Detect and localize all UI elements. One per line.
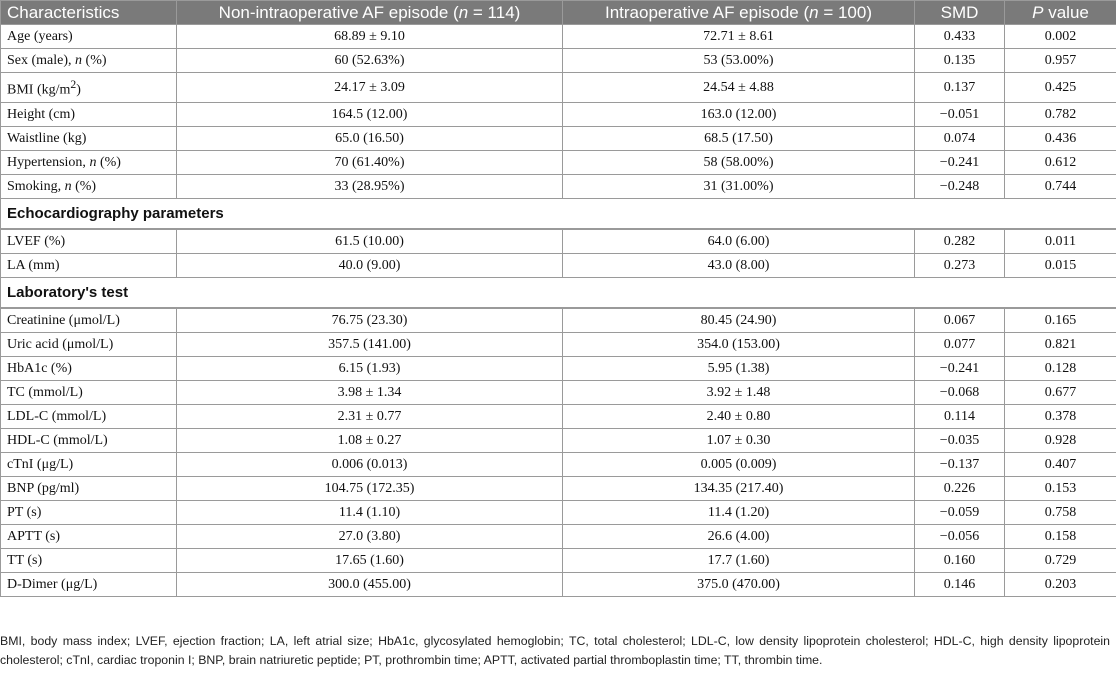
section-title: Laboratory's test (1, 277, 1116, 308)
non-intraoperative-value: 300.0 (455.00) (177, 572, 563, 596)
row-label: PT (s) (1, 500, 177, 524)
intraoperative-value: 53 (53.00%) (563, 49, 915, 73)
smd-value: −0.035 (915, 428, 1005, 452)
p-value: 0.128 (1005, 356, 1116, 380)
non-intraoperative-value: 357.5 (141.00) (177, 332, 563, 356)
p-value: 0.153 (1005, 476, 1116, 500)
table-row (1, 229, 1116, 254)
table-row (1, 380, 1116, 404)
intraoperative-value: 2.40 ± 0.80 (563, 404, 915, 428)
non-intraoperative-value: 61.5 (10.00) (177, 229, 563, 254)
table-header (1, 1, 1116, 25)
intraoperative-value: 1.07 ± 0.30 (563, 428, 915, 452)
row-label: BMI $(kg/m^2)$ (1, 73, 177, 103)
smd-value: −0.137 (915, 452, 1005, 476)
non-intraoperative-value: 2.31 ± 0.77 (177, 404, 563, 428)
row-label: APTT (s) (1, 524, 177, 548)
intraoperative-value: 26.6 (4.00) (563, 524, 915, 548)
row-label: LDL-C (mmol/L) (1, 404, 177, 428)
p-value: 0.957 (1005, 49, 1116, 73)
row-label: Sex (male), n (%) (1, 49, 177, 73)
row-label: LA (mm) (1, 253, 177, 277)
table-row (1, 332, 1116, 356)
row-label: Uric acid (μmol/L) (1, 332, 177, 356)
non-intraoperative-value: 0.006 (0.013) (177, 452, 563, 476)
intraoperative-value: 354.0 (153.00) (563, 332, 915, 356)
p-value: 0.015 (1005, 253, 1116, 277)
header-smd: SMD (915, 1, 1005, 25)
smd-value: −0.056 (915, 524, 1005, 548)
smd-value: −0.241 (915, 356, 1005, 380)
p-value: 0.165 (1005, 308, 1116, 333)
intraoperative-value: 0.005 (0.009) (563, 452, 915, 476)
row-label: Creatinine (μmol/L) (1, 308, 177, 333)
p-value: 0.677 (1005, 380, 1116, 404)
table-row (1, 308, 1116, 333)
table-row (1, 404, 1116, 428)
intraoperative-value: 80.45 (24.90) (563, 308, 915, 333)
p-value: 0.782 (1005, 102, 1116, 126)
table-row (1, 500, 1116, 524)
intraoperative-value: 31 (31.00%) (563, 174, 915, 198)
header-intraoperative: Intraoperative AF episode (n = 100) (563, 1, 915, 25)
intraoperative-value: 11.4 (1.20) (563, 500, 915, 524)
p-value: 0.821 (1005, 332, 1116, 356)
smd-value: −0.241 (915, 150, 1005, 174)
p-value: 0.758 (1005, 500, 1116, 524)
non-intraoperative-value: 70 (61.40%) (177, 150, 563, 174)
row-label: TC (mmol/L) (1, 380, 177, 404)
row-label: BNP (pg/ml) (1, 476, 177, 500)
non-intraoperative-value: 27.0 (3.80) (177, 524, 563, 548)
p-value: 0.002 (1005, 25, 1116, 49)
p-value: 0.378 (1005, 404, 1116, 428)
non-intraoperative-value: 65.0 (16.50) (177, 126, 563, 150)
smd-value: 0.146 (915, 572, 1005, 596)
smd-value: 0.226 (915, 476, 1005, 500)
non-intraoperative-value: 3.98 ± 1.34 (177, 380, 563, 404)
table-row (1, 126, 1116, 150)
row-label: Waistline (kg) (1, 126, 177, 150)
non-intraoperative-value: 68.89 ± 9.10 (177, 25, 563, 49)
table-row (1, 25, 1116, 49)
smd-value: −0.059 (915, 500, 1005, 524)
section-echocardiography (1, 198, 1116, 229)
table-footnote: BMI, body mass index; LVEF, ejection fraction; LA, left atrial size; HbA1c, glycosylated hemoglobin; TC, total cholesterol; LDL-C, low density lipoprotein cholesterol; HDL-C, high density lipoprotein cholesterol; cTnI, cardiac troponin I; BNP, brain natriuretic peptide; PT, prothrombin time; APTT, activated partial thromboplastin time; TT, thrombin time. (0, 634, 1110, 667)
p-value: 0.425 (1005, 73, 1116, 103)
intraoperative-value: 17.7 (1.60) (563, 548, 915, 572)
table-row (1, 452, 1116, 476)
row-label: Hypertension, n (%) (1, 150, 177, 174)
non-intraoperative-value: 76.75 (23.30) (177, 308, 563, 333)
non-intraoperative-value: 17.65 (1.60) (177, 548, 563, 572)
p-value: 0.158 (1005, 524, 1116, 548)
p-value: 0.203 (1005, 572, 1116, 596)
smd-value: 0.160 (915, 548, 1005, 572)
p-value: 0.612 (1005, 150, 1116, 174)
smd-value: 0.074 (915, 126, 1005, 150)
intraoperative-value: 58 (58.00%) (563, 150, 915, 174)
table-row (1, 73, 1116, 103)
p-value: 0.744 (1005, 174, 1116, 198)
intraoperative-value: 72.71 ± 8.61 (563, 25, 915, 49)
intraoperative-value: 134.35 (217.40) (563, 476, 915, 500)
intraoperative-value: 24.54 ± 4.88 (563, 73, 915, 103)
header-p-value: P value (1005, 1, 1116, 25)
p-value: 0.729 (1005, 548, 1116, 572)
non-intraoperative-value: 104.75 (172.35) (177, 476, 563, 500)
non-intraoperative-value: 164.5 (12.00) (177, 102, 563, 126)
non-intraoperative-value: 6.15 (1.93) (177, 356, 563, 380)
intraoperative-value: 375.0 (470.00) (563, 572, 915, 596)
table-row (1, 102, 1116, 126)
table-row (1, 253, 1116, 277)
row-label: TT (s) (1, 548, 177, 572)
intraoperative-value: 43.0 (8.00) (563, 253, 915, 277)
row-label: Height (cm) (1, 102, 177, 126)
header-row (1, 1, 1116, 25)
table-row (1, 150, 1116, 174)
row-label: D-Dimer (μg/L) (1, 572, 177, 596)
smd-value: 0.433 (915, 25, 1005, 49)
row-label: LVEF (%) (1, 229, 177, 254)
non-intraoperative-value: 33 (28.95%) (177, 174, 563, 198)
row-label: cTnI (μg/L) (1, 452, 177, 476)
table-row (1, 548, 1116, 572)
non-intraoperative-value: 1.08 ± 0.27 (177, 428, 563, 452)
section-laboratory (1, 277, 1116, 308)
non-intraoperative-value: 60 (52.63%) (177, 49, 563, 73)
non-intraoperative-value: 11.4 (1.10) (177, 500, 563, 524)
smd-value: 0.067 (915, 308, 1005, 333)
smd-value: 0.137 (915, 73, 1005, 103)
intraoperative-value: 64.0 (6.00) (563, 229, 915, 254)
non-intraoperative-value: 24.17 ± 3.09 (177, 73, 563, 103)
smd-value: −0.051 (915, 102, 1005, 126)
row-label: Smoking, n (%) (1, 174, 177, 198)
table-row (1, 174, 1116, 198)
smd-value: −0.248 (915, 174, 1005, 198)
header-characteristics: Characteristics (1, 1, 177, 25)
p-value: 0.407 (1005, 452, 1116, 476)
section-title: Echocardiography parameters (1, 198, 1116, 229)
smd-value: 0.282 (915, 229, 1005, 254)
table-row (1, 476, 1116, 500)
intraoperative-value: 68.5 (17.50) (563, 126, 915, 150)
table-row (1, 524, 1116, 548)
row-label: HbA1c (%) (1, 356, 177, 380)
intraoperative-value: 5.95 (1.38) (563, 356, 915, 380)
table-row (1, 49, 1116, 73)
table-row (1, 428, 1116, 452)
table-body (1, 25, 1116, 597)
non-intraoperative-value: 40.0 (9.00) (177, 253, 563, 277)
smd-value: 0.135 (915, 49, 1005, 73)
table-row (1, 356, 1116, 380)
intraoperative-value: 163.0 (12.00) (563, 102, 915, 126)
p-value: 0.011 (1005, 229, 1116, 254)
p-value: 0.436 (1005, 126, 1116, 150)
intraoperative-value: 3.92 ± 1.48 (563, 380, 915, 404)
header-non-intraoperative: Non-intraoperative AF episode (n = 114) (177, 1, 563, 25)
smd-value: 0.077 (915, 332, 1005, 356)
smd-value: −0.068 (915, 380, 1005, 404)
row-label: Age (years) (1, 25, 177, 49)
smd-value: 0.273 (915, 253, 1005, 277)
smd-value: 0.114 (915, 404, 1005, 428)
p-value: 0.928 (1005, 428, 1116, 452)
table-row (1, 572, 1116, 596)
row-label: HDL-C (mmol/L) (1, 428, 177, 452)
